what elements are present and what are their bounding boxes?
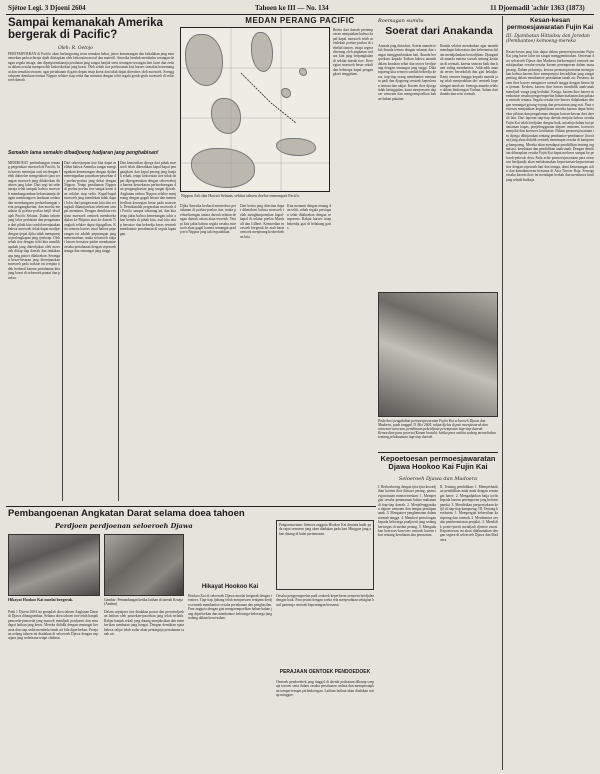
kepoetoesan-col-1: I. Berhoeboeng dengan tjita-tjita kewadjiban kaoem iboe dimasa perang, permoesjawaratan memoetoeskan: 1. Mempergiat oesaha penanaman bahan makanan di tiap-tiap daerah. 2. Menjelenggarakan dapoer oemoem dan tempat penitipan anak. 3. Mengatoer penghematan dalam roemah tangga. 4. Memberi pertolongan kepada keloearga pradjoerit jang sedang bertoegas di medan perang. 5. Mengadakan koersoes-koersoes oentoek kaoem iboe tentang kesehatan dan perawatan. [378, 485, 436, 538]
edition-date: Sjétoe Legi. 3 Djoeni 2604 [8, 4, 86, 12]
hijri-date: 11 Djoemadil 'achir 1363 (1873) [490, 4, 585, 12]
feature-photo-2 [104, 534, 184, 596]
mid-col-3: Kita menanti dengan tenang dan teliti, sebab segala persiapan telah dilakoekan dengan sempoerna. Rakjat haroes tetap bekerdja giat di belakang garis. [287, 204, 331, 231]
feature-photo-1-caption: Hikayat Hookoo Kai moelai bergerak. [8, 597, 74, 602]
feature-col-3: Hookoo Kai di seloeroeh Djawa moelai bergerak dengan teratoer. Tiap-tiap tjabang telah menjoesoen rentjana kerdja oentoek membantoe oesaha pertahanan dan penghasilan. Para anggota dengan giat mengoempoelkan bahan-bahan jang diperloekan dan membantoe keloearga-keloearga jang sedang dalam kesoesahan. [188, 594, 272, 621]
col-divider [502, 16, 503, 770]
fujinkai-photo-caption: Pada hari pengabdian permoesjawaratan Fujiin Kai seloeroeh Djawa dan Madoera, pada tanggal 31 Mei 2604, rakjat djelas di pati moesjawarah dan oetoesan-oetoesan, pembinaan pekerdjaan perempoean tiap-tiap daerah. Kemoedian para peserta (Kanan bawah): ketika para wakita sedang menoeliskan tentang pelaksanaan tiap-tiap daerah. [378, 419, 496, 440]
main-intro-text: PERTEMPOERAN di Pacific akan berlangsoeng terus semakin hebat, jaitoe kemenangan dan kekalahan jang menentoekan pada achirnja djadi ditetapkan oleh kekoeatan moral dan materiil. Amerika hendak membalas serangan dengan segala tenaga, dan dipergoenakannja peralatan jang sangat banjak serta serangan-serangan dari laoet dan oedara dalam oesaha memperoleh kedoedoekan jang koeat. Oleh sebab itoe perlawanan kita haroes semakin bersemangat dan semakin teratoer, agar pertahanan di garis depan tetap koeat dan tidak dapat diterobos oleh moesoeh. Soenggoehpoen demikian tentara Nippon selaloe siap sedia dan menanti dengan teliti segala gerak-gerik moesoeh di seloeroeh daerah. [8, 52, 174, 83]
masthead-rule [6, 14, 594, 15]
feature-col-1: Pada 1 Djoeni 2604 ini genaplah doea tahoen Angkatan Darat di Djawa dibangoenkan. Selama doea tahoen itoe telah banjak pemoeda-pemoeda jang masoek mendjadi pradjoerit dan mendapat latihan jang keras. Mereka dididik dengan semangat kesatria dan siap sedia membela tanah air bila diperloekan. Perajaan oelang tahoen ini diadakan di seloeroeh Djawa dengan oepatjara jang sederhana tetapi chidmat. [8, 610, 98, 641]
fujinkai-photo [378, 292, 498, 417]
right-headline: Kesan-kesan permoesjawaratan Fujin Kai [506, 17, 594, 31]
map-caption: Nippon Asli dan Hawaii Selatan, sekitar tahoen doeloe menempati Pacific [181, 193, 300, 198]
feature-headline: Pembangoenan Angkatan Darat selama doea tahoen [8, 508, 245, 519]
main-headline: Sampai kemanakah Amerika bergerak di Pacific? [8, 17, 163, 42]
mapside-col: Berita dari daerah pertempoeran menjatakan bahwa kapal-kapal moesoeh telah mendekati poelau-poelau di sebelah timoer, tetapi segera diserang oleh angkatan oedara kita jang berpangkalan di sekitar daerah itoe. Keroegian moesoeh besar sekali dan beberapa kapal pengangkoet tenggelam. [333, 28, 373, 77]
main-subhead: Semakin lama semakin dibadjoeng hadjaran jang penghabisan! [8, 150, 159, 156]
map-title: MEDAN PERANG PACIFIC [245, 16, 355, 25]
feature-subhead: Perdjoen perdjoenan seloeroeh Djawa [55, 522, 193, 530]
col-divider [62, 161, 63, 501]
main-byline: Oleh: R. Oetojo [58, 46, 93, 51]
section-rule [378, 452, 498, 453]
mid-col-2: Dari berita jang diterima dapat diketahoei bahwa moesoeh telah menghimpoenkan kapal-kapal di sekitar poelau Marshall dan Gilbert. Kemoedian moesoeh bergerak ke arah barat oentoek menjerang kedoedoekan kita. [240, 204, 284, 239]
feature-col-4: Oesaha pengoempoelan padi oentoek keperloean oemoem berdjalan dengan baik. Para petani dengan soeka rela menjerahkan sebagian hasil panennja oentoek kepentingan bersama. [276, 594, 374, 607]
mid-col-1: Djika Amerika berhasil menerobos pertahanan di poelau-poelau itoe, maka perhoeboengan antara daerah selatan dengan daerah oetara akan teroesik. Tetapi kita jakin bahwa segala oesaha moesoeh akan gagal karena semangat pradjoerit Nippon jang tak terpatahkan. [180, 204, 236, 235]
main-col-2: Dari sekoetjoepan itoe kita dapat melihat bahwa Amerika sangat menginginkan kemenangan dengan djalan menempatkan pasoekan-pasoekan di poelau-poelau jang dekat dengan Nippon. Tetapi pertahanan Nippon di poelau-poelau itoe sangat koeat dan selaloe siap sedia. Kapal-kapal moesoeh jang mendekati tidak dapat lolos dari pengawasan kita dan seringkali dihantjoerkan sebeloem sempat mendarat. Dengan demikian rentjana moesoeh oentoek memboeka djalan ke Pilipina atau ke daerah Tiongkok selaloe dapat digagalkan. Kita semoea haroes insaf bahwa peperangan ini adalah peperangan jang menentoekan, maka seloeroeh rakjat haroes bersatoe padoe membantoe oesaha pertahanan dengan sepenoeh tenaga dan semangat jang tinggi. [64, 161, 116, 254]
kepoetoesan-headline: Kepoetoesan permoesjawaratan Djawa Hookoo Kai Fujin Kai [380, 454, 496, 471]
section-label: Roemagan sumita [378, 18, 424, 24]
map-lines [181, 28, 330, 192]
feature-col-2: Dalam oepatjara itoe diadakan pawai dan pertoendjoekan latihan oleh pasoekan-pasoekan jang telah terlatih. Rakjat banjak sekali jang datang menjaksikan dan memberikan sambutan jang hangat. Dengan demikian njata bahwa rakjat telah sadar akan pentingnja pertahanan tanah air. [104, 610, 184, 637]
section-rule [6, 506, 376, 507]
col-divider [118, 161, 119, 501]
hikayat-box-title: Hikayat Hookoo Kai [201, 584, 259, 590]
notice-box-text: Pengoemoeman: Semoea anggota Hookoo Kai diminta hadir pada rapat oemoem jang akan diadakan pada hari Minggoe jang akan datang di balai pertemoean. [279, 523, 371, 536]
main-col-3: Dan kemoedian djoega dari pihak moesoeh telah dikerahkan kapal-kapal pengangkoet dan kapal perang jang banjak sekali, tetapi kekoeatan itoe tidak dapat dipergoenakan dengan seloeroehnja karena kesoekaran perhoeboengan dan pengangkoetan jang sangat djaoeh. Angkatan oedara Nippon selaloe menjerang dengan gagah berani dan menimboelkan keroegian besar pada moesoeh. Demikianlah pergerakan moesoeh di Pacific sampai sekarang ini, dan kita tetap jakin bahwa kemenangan achir akan berada di pihak kita, asal kita tetap bersatoe dan bekerdja keras oentoek membantoe pertahanan di segala lapangan. [120, 161, 176, 236]
letter-col-1: Ananda jang dirindoei, Soerat ananda telah ibunda terima dengan selamat dan sangat menggembirakan hati. Ibunda bersjoekoer kepada Toehan bahwa ananda dalam keadaan sehat dan teroes berdjoeang dengan semangat jang tinggi. Dikampoeng kita semoea soedah bekerdja keras, tiap-tiap orang membantoe menanam padi dan djagoeng oentoek keperloean tentara dan rakjat. Kaoem iboe djoega tidak ketinggalan, kami menjoesoen dapoer oemoem dan mengoempoelkan bahan-bahan pakaian. [378, 44, 436, 101]
main-col-1: MEMBOEAT pertimbangan tentang pergerakan moesoeh di Pacific, kita haroes meninjau soal ini dengan lebih dahoeloe mengetahoei tjara serangan moesoeh jang dilakoekan ditahoen jang laloe. Dari segi ini sebenarnja telah tampak bahwa moesoeh membangoenkan kekoeatannja dengan membangoen landasan oedara dan membangoen perhoeboengan serta pengangkoetan, dan moelai mendarat di poelau-poelau ketjil diwilajah Pacific Selatan. Dalam tahoen jang laloe perhatian dan pengamatan dari pihak kita soedah menjatakan bahwa moesoeh tidak dapat madjoe dengan tjepat djika tidak mempoenjai perlengkapan jang tjoekoep. Oleh sebab itoe dengan teliti kita menilik apakah jang dikerdjakan oleh moesoeh ditiap-tiap daerah dan tindakan apa jang patoet dilakoekan. Serangan besar-besaran jang direntjanakan moesoeh pada waktoe ini ternjata tidak berhasil karena pertahanan kita jang koeat di seloeroeh pantai dan poelau. [8, 161, 60, 280]
volume-number: Tahoen ke III — No. 134 [255, 4, 329, 12]
right-col-text: Kesan-kesan jang kita dapat dalam permoesjawaratan Fujin Kai jang baroe laloe ini sangat menggembirakan. Oetoesan dari seloeroeh Djawa dan Madoera berkoempoel oentoek membitjarakan oesaha-oesaha kaoem perempoean dalam masa perang. Dalam pidatonja, ketoea permoesjawaratan menegaskan bahwa kaoem iboe mempoenjai kewadjiban jang sangat penting dalam membantoe pertahanan tanah air. Pertama, kaoem iboe haroes mengatoer roemah tangga dengan hemat dan tjermat. Kedoea, kaoem iboe haroes mendidik anak-anak mendjadi warga jang berbakti. Ketiga, kaoem iboe haroes membantoe oesaha pengoempoelan bahan makanan dan pakaian oentoek tentara. Segala oesaha itoe haroes didjalankan dengan semangat gotong-rojong dan persatoean jang erat. Para oetoesan menjatakan kegembiraan mereka karena dapat bertoekar pikiran dan pengalaman dengan kawan-kawan dari daerah lain. Dari laporan tiap-tiap daerah ternjata bahwa oesaha Fujin Kai telah berdjalan dengan baik, misalnja dalam hal penanaman kapas, penjelenggaraan dapoer oemoem, koersoes menjahit dan koersoes kesehatan. Dalam permoesjawaratan ini djoega dibitjarakan tentang pembantoe-pembantoe (Jorodan) jang akan dididik oentoek memimpin oesaha di kampoeng-kampoeng. Mereka akan mendapat pendidikan tentang organisasi, kesehatan dan pendidikan anak-anak. Dengan demikian diharapkan oesaha Fujin Kai dapat meloeas sampai ke pelosok-pelosok desa. Pada achir permoesjawaratan para oetoesan berdjandji akan melaksanakan kepoetoesan-kepoetoesan itoe dengan sepenoeh hati dan tenaga, demi kemenangan achir dan kemakmoeran bersama di Asia Timoer Raja. Semoga oesaha kaoem iboe ini mendapat berkah dan membawa hasil jang sebaik-baiknja. [506, 50, 594, 182]
letter-col-2: Ibunda selaloe mendoakan agar ananda mendapat kekoeatan dan keberanian dalam mendjalankan kewadjiban. Djanganlah ananda merasa soesah tentang keadaan di roemah, karena semoea baik dan kami saling membantoe. Adik-adik ananda teroes bersekolah dan giat beladjar. Kami semoea bangga kepada ananda jang telah menjerahkan diri oentoek kepentingan tanah air. Semoga ananda selaloe dalam lindoengan Toehan. Salam dari ibunda dan seisi roemah. [440, 44, 498, 97]
kepoetoesan-subhead: Seloeroeh Djawa dan Madoera [398, 476, 478, 482]
feature-photo-1 [8, 534, 100, 596]
letter-headline: Soerat dari Anakanda [385, 25, 493, 37]
feature-col-5: Oentoek pendoedoek jang tinggal di daerah perkotaan diharap soepaja toeroet serta dalam oesaha pertahanan oedara dan mempersiapkan tempat-tempat perlindoengan. Latihan-latihan akan diadakan setiap minggoe. [276, 680, 374, 698]
pidato-box-title: PERAJAAN OENTOEK PENDOEDOEK [279, 669, 371, 675]
feature-photo-2-caption: Gambar: Pemandangan ketika latihan di daerah Kroaja (Ambon) [104, 598, 183, 607]
pacific-map [180, 27, 330, 192]
kepoetoesan-col-2: II. Tentang pendidikan: 1. Memperhatikan pendidikan anak-anak dengan semangat baroe. 2. Mengadjarkan batja toelis kepada kaoem perempoean jang beloem pandai. 3. Mendirikan perpoestakaan ketjil di tiap-tiap kampoeng. III. Tentang kesehatan: 1. Mempergiat kebersihan kampoeng dan roemah. 2. Membantoe oesaha pemberantasan penjakit. 3. Mendidik poetri-poetri mendjadi djoeroe rawat. Kepoetoesan ini akan dilaksanakan dengan segera di seloeroeh Djawa dan Madoera. [440, 485, 498, 542]
right-subhead: III. Djambatan Hittaitsu dan Jorodan (Pembantoe) kemoeng-mereka [506, 34, 590, 44]
